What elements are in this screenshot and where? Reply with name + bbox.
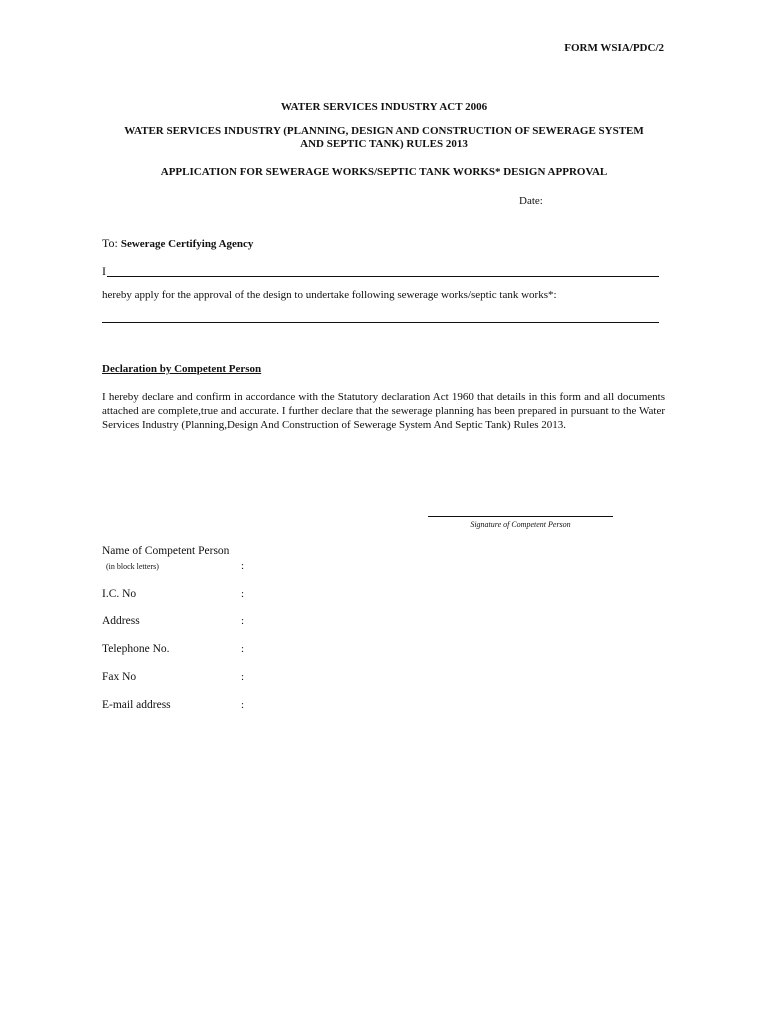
to-prefix: To: — [102, 236, 118, 250]
works-description-line[interactable] — [102, 322, 659, 323]
declaration-body: I hereby declare and confirm in accordance with the Statutory declaration Act 1960 that details in this form and all documents attached are complete,true and accurate. I further declare that the sewerage planning has been prepared in pursuant to the Water Services Industry (Planning,Design And Construction of Sewerage System And Septic Tank) Rules 2013. — [102, 391, 665, 431]
rules-title-line1: WATER SERVICES INDUSTRY (PLANNING, DESIGN AND CONSTRUCTION OF SEWERAGE SYSTEM — [124, 125, 644, 137]
date-label: Date: — [519, 195, 543, 207]
fax-colon: : — [241, 671, 245, 683]
name-label: Name of Competent Person — [102, 545, 230, 557]
act-title: WATER SERVICES INDUSTRY ACT 2006 — [280, 101, 488, 113]
to-line — [102, 236, 253, 251]
fax-label: Fax No — [102, 671, 137, 683]
to-recipient: Sewerage Certifying Agency — [120, 238, 254, 250]
rules-title — [60, 125, 708, 151]
telephone-label: Telephone No. — [102, 643, 170, 655]
ic-colon: : — [241, 588, 245, 600]
ic-label: I.C. No — [102, 588, 137, 600]
application-title: APPLICATION FOR SEWERAGE WORKS/SEPTIC TANK WORKS* DESIGN APPROVAL — [160, 166, 608, 178]
form-code: FORM WSIA/PDC/2 — [564, 42, 664, 54]
address-label: Address — [102, 615, 140, 627]
email-label: E-mail address — [102, 699, 171, 711]
rules-title-line2: AND SEPTIC TANK) RULES 2013 — [300, 138, 468, 150]
signature-caption: Signature of Competent Person — [470, 520, 571, 529]
applicant-prefix: I — [102, 264, 106, 278]
name-colon: : — [241, 560, 245, 572]
declaration-heading: Declaration by Competent Person — [102, 363, 262, 375]
applicant-name-line[interactable] — [107, 276, 659, 277]
email-colon: : — [241, 699, 245, 711]
address-colon: : — [241, 615, 245, 627]
apply-text: hereby apply for the approval of the design to undertake following sewerage works/septic tank works*: — [102, 289, 557, 301]
signature-line[interactable] — [428, 516, 613, 517]
telephone-colon: : — [241, 643, 245, 655]
name-sub-label: (in block letters) — [106, 562, 159, 571]
